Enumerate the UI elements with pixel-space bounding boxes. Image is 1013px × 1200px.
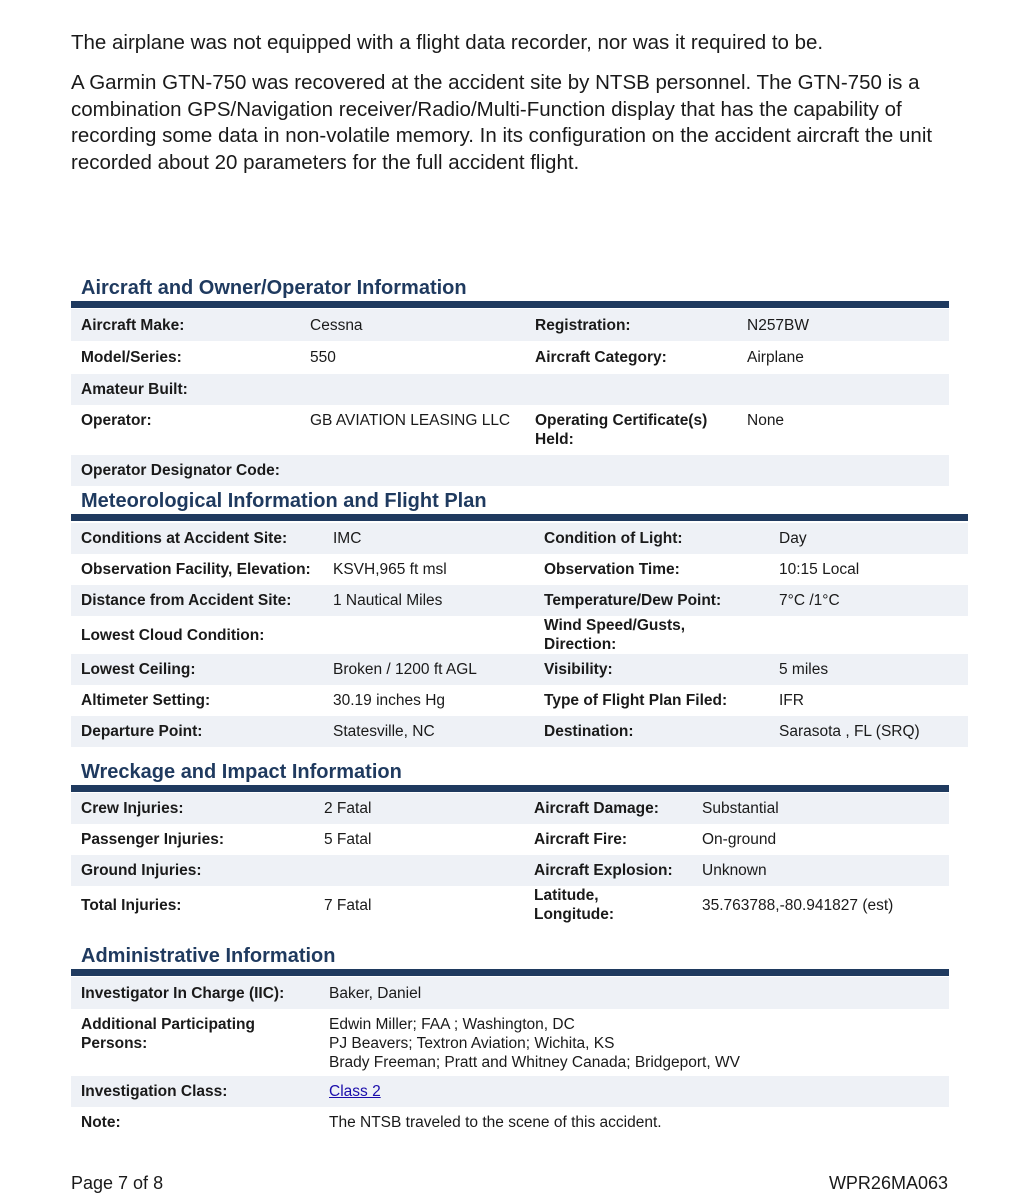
wreckage-section-divider [71, 785, 949, 792]
field-value: IMC [323, 523, 534, 554]
field-value: IFR [779, 692, 804, 709]
field-label: Departure Point: [71, 716, 323, 747]
field-label [525, 374, 737, 405]
field-value [314, 855, 524, 886]
field-value [737, 455, 949, 486]
field-value: 5 miles [769, 654, 968, 685]
field-label: Type of Flight Plan Filed: [544, 692, 728, 709]
field-value: Sarasota , FL (SRQ) [769, 716, 968, 747]
intro-paragraph-2: A Garmin GTN-750 was recovered at the accident site by NTSB personnel. The GTN-750 is a combination GPS/Navigation receiver/Radio/Multi-Function display that has the capability of recording some data in non-volatile memory. In its configuration on the accident aircraft the unit recorded about 20 parameters for the full accident flight. [71, 71, 933, 174]
meteo-table [71, 523, 968, 747]
field-value [300, 374, 525, 405]
table-row [71, 523, 968, 554]
aircraft-section-title: Aircraft and Owner/Operator Information [81, 277, 467, 299]
field-value: 550 [310, 349, 336, 366]
participant: PJ Beavers; Textron Aviation; Wichita, KS [329, 1035, 615, 1052]
field-label: Aircraft Make: [71, 309, 300, 341]
field-value: 7°C /1°C [769, 585, 968, 616]
table-row [71, 654, 968, 685]
table-row [71, 341, 949, 374]
admin-section-title: Administrative Information [81, 945, 336, 967]
field-label: Aircraft Damage: [524, 793, 692, 824]
field-value: Day [769, 523, 968, 554]
intro-paragraph-1: The airplane was not equipped with a flight data recorder, nor was it required to be. [71, 31, 824, 54]
field-label: Aircraft Explosion: [524, 855, 692, 886]
wreckage-section-title: Wreckage and Impact Information [81, 761, 402, 783]
table-row [71, 824, 949, 855]
field-label: Total Injuries: [81, 896, 182, 914]
field-label: Visibility: [534, 654, 769, 685]
aircraft-section-divider [71, 301, 949, 308]
field-value: 1 Nautical Miles [323, 585, 534, 616]
table-row [71, 1107, 949, 1138]
field-value: GB AVIATION LEASING LLC [310, 412, 511, 429]
participants-label: Additional Participating Persons: [81, 1016, 255, 1052]
field-label: Observation Facility, Elevation: [81, 561, 311, 578]
iic-value: Baker, Daniel [319, 977, 949, 1009]
field-value: 2 Fatal [314, 793, 524, 824]
field-label: Condition of Light: [534, 523, 769, 554]
table-row [71, 1076, 949, 1107]
field-label: Model/Series: [81, 349, 182, 366]
field-label: Aircraft Category: [535, 349, 667, 366]
field-value: Statesville, NC [323, 716, 534, 747]
investigation-class-label: Investigation Class: [71, 1076, 319, 1107]
field-value: On-ground [702, 831, 777, 848]
participant: Brady Freeman; Pratt and Whitney Canada; Bridgeport, WV [329, 1054, 740, 1071]
table-row [71, 309, 949, 341]
field-label: Aircraft Fire: [534, 831, 628, 848]
field-label: Operating Certificate(s) Held: [535, 412, 708, 448]
field-label: Lowest Cloud Condition: [81, 626, 265, 644]
field-label: Passenger Injuries: [81, 831, 225, 848]
field-value: Broken / 1200 ft AGL [323, 654, 534, 685]
field-value: 35.763788,-80.941827 (est) [702, 896, 894, 914]
field-value: 30.19 inches Hg [333, 692, 446, 709]
field-label: Temperature/Dew Point: [534, 585, 769, 616]
field-value [769, 616, 968, 654]
field-label: Altimeter Setting: [81, 692, 211, 709]
field-value: KSVH,965 ft msl [333, 561, 447, 578]
meteo-section-title: Meteorological Information and Flight Plan [81, 490, 487, 512]
field-label: Crew Injuries: [71, 793, 314, 824]
note-value: The NTSB traveled to the scene of this accident. [329, 1114, 662, 1131]
field-value: 5 Fatal [324, 831, 372, 848]
field-label: Distance from Accident Site: [71, 585, 323, 616]
table-row [71, 374, 949, 405]
participants-list [319, 1009, 949, 1076]
investigation-class-link[interactable]: Class 2 [329, 1083, 381, 1100]
field-value: Unknown [692, 855, 949, 886]
table-row [71, 716, 968, 747]
field-value: Cessna [300, 309, 525, 341]
field-label: Ground Injuries: [71, 855, 314, 886]
table-row [71, 685, 968, 716]
field-label: Latitude, Longitude: [534, 887, 615, 923]
table-row [71, 585, 968, 616]
field-label: Operator: [81, 412, 152, 429]
table-row [71, 886, 949, 924]
table-row [71, 455, 949, 486]
field-label: Registration: [525, 309, 737, 341]
table-row [71, 405, 949, 455]
field-value: 7 Fatal [324, 896, 372, 914]
field-value [300, 455, 525, 486]
wreckage-table [71, 793, 949, 924]
table-row [71, 1009, 949, 1076]
note-label: Note: [81, 1114, 121, 1131]
aircraft-table [71, 309, 949, 486]
field-label [525, 455, 737, 486]
field-label: Wind Speed/Gusts, Direction: [544, 617, 686, 653]
page-number: Page 7 of 8 [71, 1173, 164, 1193]
table-row [71, 616, 968, 654]
field-value: None [747, 412, 785, 429]
field-label: Lowest Ceiling: [71, 654, 323, 685]
field-label: Destination: [534, 716, 769, 747]
table-row [71, 554, 968, 585]
field-value: 10:15 Local [779, 561, 860, 578]
investigation-class-cell [319, 1076, 949, 1107]
field-label: Observation Time: [544, 561, 680, 578]
meteo-section-divider [71, 514, 968, 521]
field-value: Substantial [692, 793, 949, 824]
field-value [737, 374, 949, 405]
field-value: N257BW [737, 309, 949, 341]
table-row [71, 793, 949, 824]
field-value [323, 616, 534, 654]
admin-table [71, 977, 949, 1138]
table-row [71, 855, 949, 886]
participant: Edwin Miller; FAA ; Washington, DC [329, 1016, 575, 1033]
admin-section-divider [71, 969, 949, 976]
report-id: WPR26MA063 [828, 1173, 948, 1193]
field-label: Conditions at Accident Site: [71, 523, 323, 554]
field-label: Amateur Built: [71, 374, 300, 405]
table-row [71, 977, 949, 1009]
field-label: Operator Designator Code: [71, 455, 300, 486]
iic-label: Investigator In Charge (IIC): [71, 977, 319, 1009]
field-value: Airplane [747, 349, 804, 366]
